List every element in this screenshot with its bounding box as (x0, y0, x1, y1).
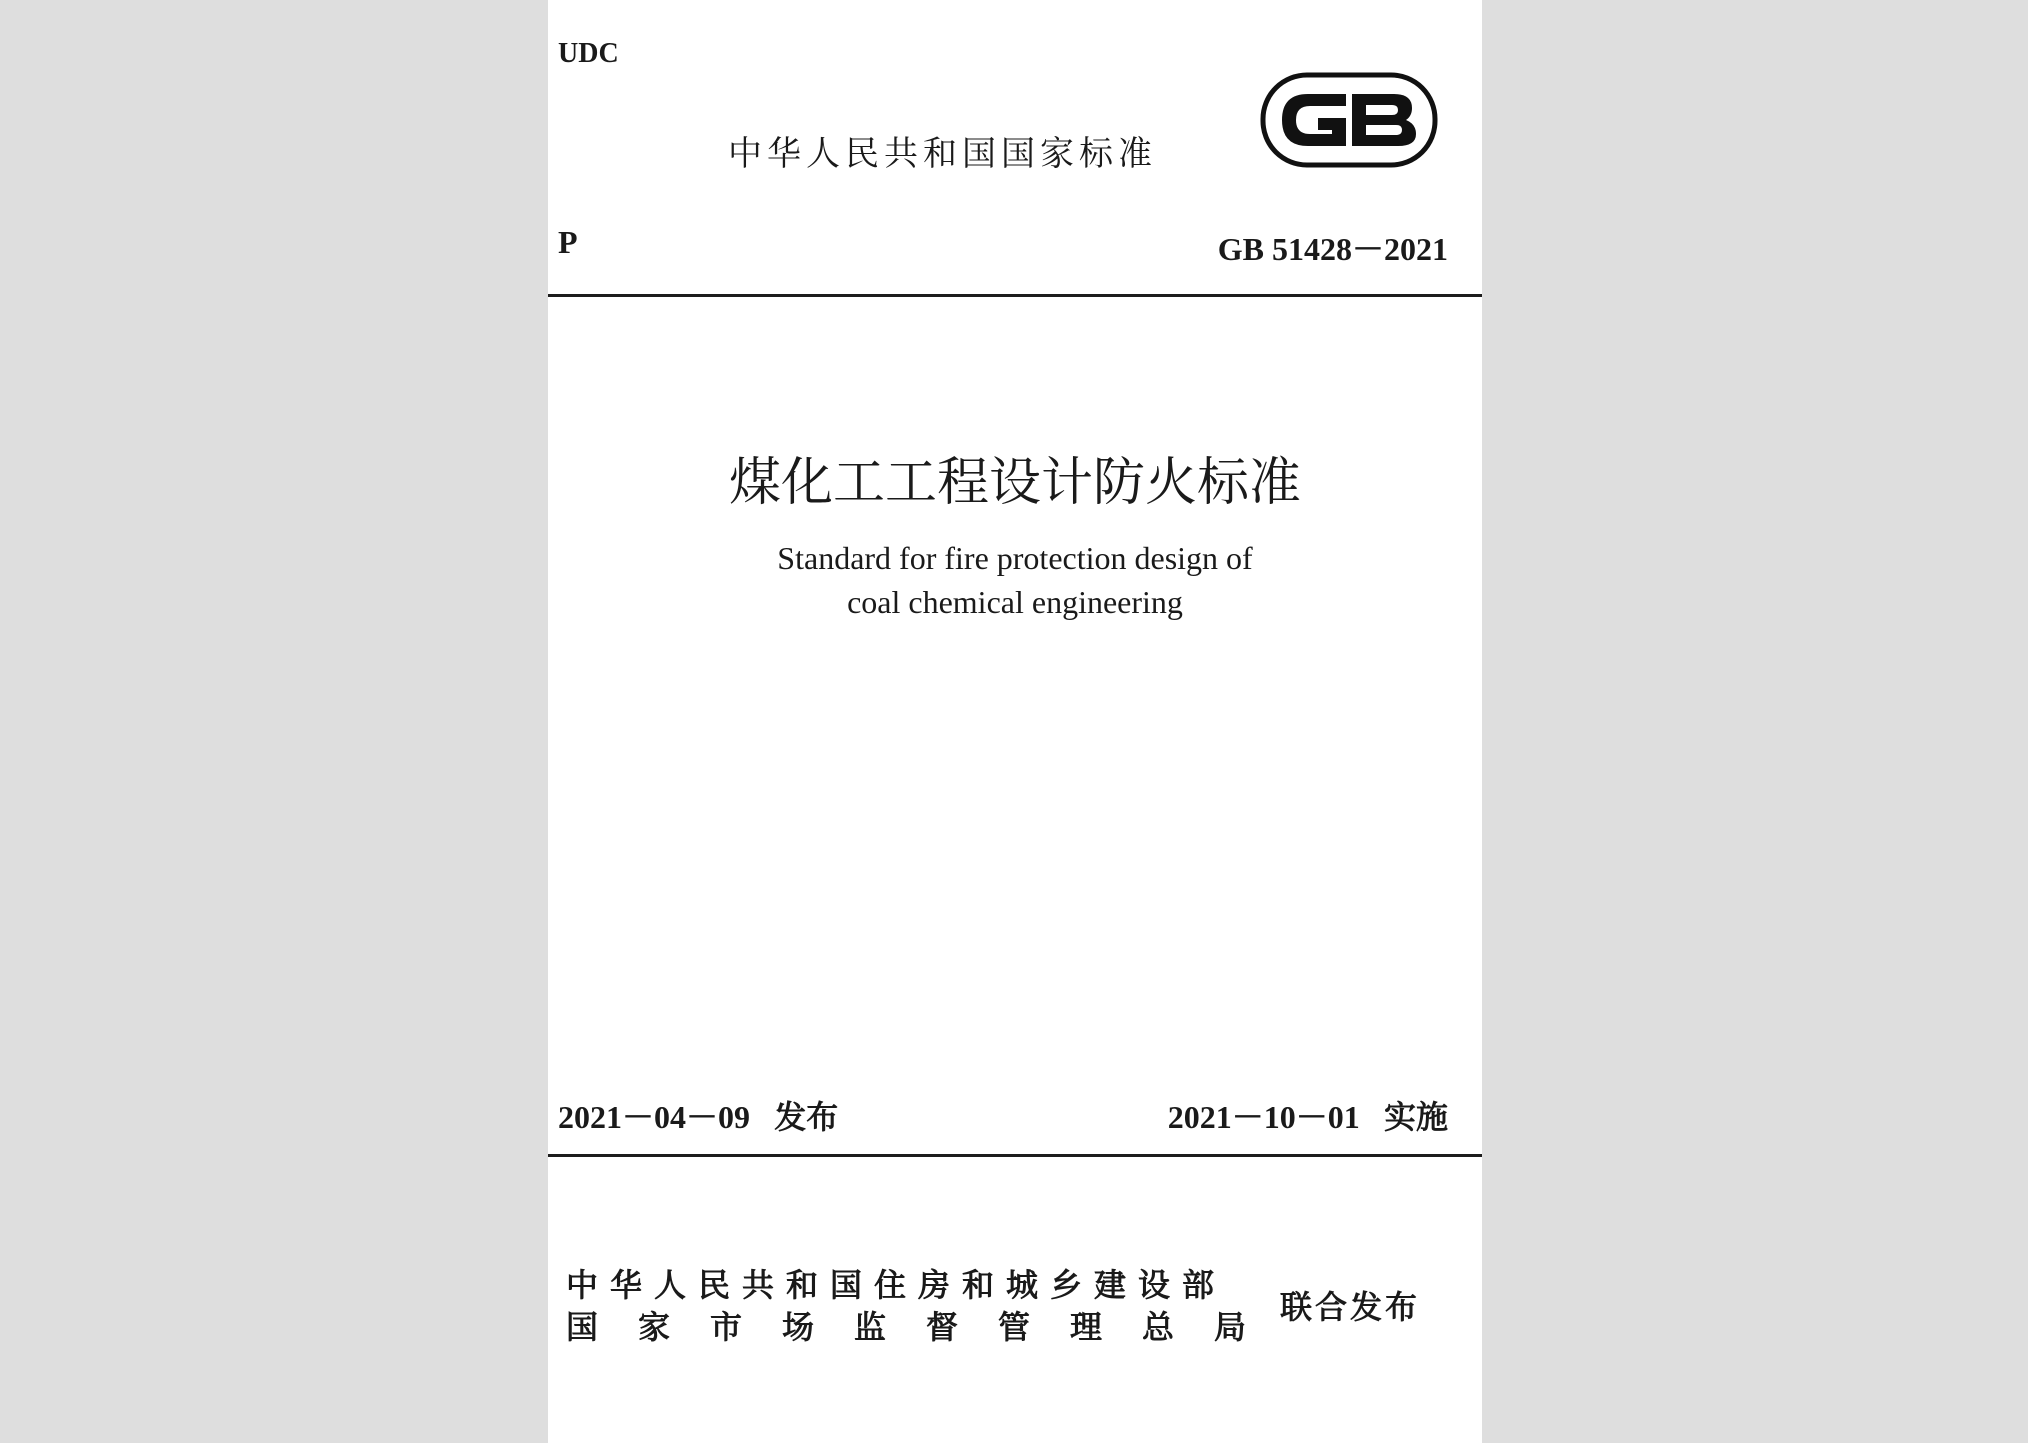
issue-date: 2021－04－09 (558, 1099, 751, 1135)
english-title-line2: coal chemical engineering (847, 584, 1183, 620)
effective-date: 2021－10－01 (1167, 1099, 1360, 1135)
joint-issue-label: 联合发布 (1280, 1288, 1421, 1326)
issuer-org2: 国家市场监督管理总局 (566, 1308, 1287, 1346)
gb-logo-icon (1260, 72, 1438, 168)
bottom-rule (548, 1154, 1482, 1157)
top-rule (548, 294, 1482, 297)
standard-code: GB 51428－2021 (1217, 231, 1448, 267)
category-label: P (558, 224, 578, 260)
chinese-title: 煤化工工程设计防火标准 (728, 453, 1301, 513)
effective-label: 实施 (1383, 1098, 1448, 1136)
national-standard-label: 中华人民共和国国家标准 (728, 134, 1157, 174)
effective-date-group (1168, 1092, 1448, 1138)
udc-label: UDC (558, 38, 619, 69)
document-page (548, 0, 1482, 1443)
issuer-org1: 中华人民共和国住房和城乡建设部 (566, 1266, 1227, 1304)
issue-label: 发布 (774, 1098, 839, 1136)
issue-date-group (558, 1092, 838, 1138)
english-title-line1: Standard for fire protection design of (777, 540, 1253, 576)
